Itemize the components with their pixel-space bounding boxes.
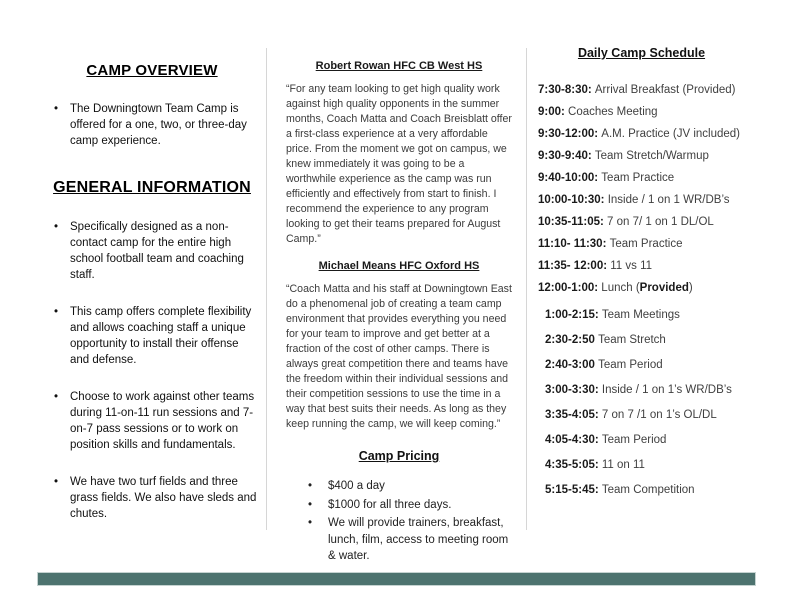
schedule-item [545,408,763,422]
schedule-desc: A.M. Practice (JV included) [601,128,740,140]
schedule-time: 9:30-12:00: [538,128,602,140]
general-info-bullet-item [46,304,258,368]
general-info-bullet-item [46,389,258,453]
schedule-time: 4:35-5:05: [545,459,602,471]
schedule-time: 9:40-10:00: [538,172,602,184]
schedule-afternoon-list [538,308,763,497]
schedule-morning-list [538,83,763,295]
schedule-time: 4:05-4:30: [545,434,602,446]
schedule-desc: Inside / 1 on 1 WR/DB’s [607,194,730,206]
bullet-icon: • [308,480,313,492]
general-info-bullet-text: Specifically designed as a non-contact camp for the entire high school football team and coaching staff. [70,221,244,281]
schedule-item [538,215,763,229]
pricing-bullet-text: $1000 for all three days. [328,498,452,511]
schedule-desc: 11 on 11 [601,459,645,471]
daily-schedule-heading: Daily Camp Schedule [577,46,706,60]
bullet-icon: • [54,476,59,488]
bullet-icon: • [54,391,59,403]
testimonial-2-quote: “Coach Matta and his staff at Downingtown East do a phenomenal job of creating a team camp environment that provides everything you need for your team to improve and get better at a fraction of the cost of other camps. There is always great competition there and teams have the freedom within their individual sessions and their competition sessions to use the time in a way that best suits their needs. As long as they keep running the camp, we will keep coming.” [286,283,512,430]
general-info-bullet-item [46,474,258,522]
schedule-item [538,193,763,207]
schedule-desc: Team Practice [609,238,683,250]
schedule-item [538,281,763,295]
schedule-item [538,259,763,273]
general-info-bullet-text: This camp offers complete flexibility and allows coaching staff a unique opportunity to install their offense and defense. [70,306,252,366]
schedule-time: 3:35-4:05: [545,409,602,421]
overview-intro-list [46,101,258,149]
pricing-bullet-item [308,478,512,495]
general-info-bullet-text: We have two turf fields and three grass fields. We also have sleds and chutes. [70,476,257,520]
schedule-time: 7:30-8:30: [538,84,595,96]
schedule-item [545,333,763,347]
pricing-bullet-text: $400 a day [328,480,385,492]
schedule-desc: Team Meetings [601,309,680,321]
bullet-icon: • [54,221,59,233]
schedule-item [545,358,763,372]
footer-accent-bar [37,572,756,586]
schedule-item [545,433,763,447]
schedule-item [538,171,763,185]
column-divider-left [266,48,267,530]
schedule-item [545,483,763,497]
camp-pricing-heading: Camp Pricing [358,449,440,463]
schedule-desc-bold: Provided [639,282,689,294]
bullet-icon: • [308,498,313,511]
bullet-icon: • [308,517,313,529]
schedule-desc: Arrival Breakfast (Provided) [594,84,736,96]
schedule-item [545,308,763,322]
schedule-desc: Team Practice [601,172,675,184]
schedule-desc: Lunch ( [601,282,640,294]
testimonial-1-quote: “For any team looking to get high quality work against high quality opponents in the summer months, Coach Matta and Coach Breisblatt offer a first-class experience at a very affordable price. From the moment we got on campus, we knew immediately it was going to be a worthwhile experience as the camp was run efficiently and effectively from start to finish. I recommend the experience to any program looking to get their teams prepared for August Camp.” [286,83,512,245]
overview-bullet-item [46,101,258,149]
schedule-item [545,458,763,472]
schedule-time: 9:30-9:40: [538,150,595,162]
schedule-time: 10:35-11:05: [538,216,608,228]
pricing-bullet-item [308,497,512,514]
schedule-item [538,83,763,97]
schedule-desc: 7 on 7/ 1 on 1 DL/OL [607,216,714,228]
schedule-time: 12:00-1:00: [538,282,602,294]
pricing-list [286,478,512,565]
schedule-item [538,127,763,141]
schedule-item [538,237,763,251]
general-info-list [46,219,258,522]
schedule-time: 10:00-10:30: [538,194,608,206]
schedule-desc: ) [688,282,693,294]
column-divider-right [526,48,527,530]
panel-schedule [529,0,767,508]
overview-bullet-text: The Downingtown Team Camp is offered for a one, two, or three-day camp experience. [70,103,247,147]
testimonial-1-heading: Robert Rowan HFC CB West HS [315,60,483,72]
schedule-desc: 7 on 7 /1 on 1’s OL/DL [601,409,717,421]
schedule-item [538,105,763,119]
schedule-time: 11:35- 12:00: [538,260,611,272]
schedule-desc: Inside / 1 on 1’s WR/DB’s [601,384,732,396]
schedule-time: 9:00: [538,106,569,118]
schedule-time: 11:10- 11:30: [538,238,610,250]
general-info-bullet-item [46,219,258,283]
schedule-desc: Team Period [598,359,663,371]
schedule-desc: Team Stretch [598,334,666,346]
schedule-item [545,383,763,397]
schedule-time: 2:30-2:50 [545,334,599,346]
schedule-desc: Team Stretch/Warmup [594,150,709,162]
schedule-item [538,149,763,163]
schedule-time: 5:15-5:45: [545,484,602,496]
bullet-icon: • [54,103,59,115]
schedule-time: 2:40-3:00 [545,359,599,371]
camp-overview-heading: CAMP OVERVIEW [86,62,218,79]
general-info-bullet-text: Choose to work against other teams during 11-on-11 run sessions and 7-on-7 pass sessions or to work on position skills and fundamentals. [70,391,255,451]
testimonial-2-heading: Michael Means HFC Oxford HS [318,260,480,272]
schedule-time: 1:00-2:15: [545,309,602,321]
panel-overview [46,0,258,543]
pricing-bullet-text: We will provide trainers, breakfast, lunch, film, access to meeting room & water. [328,517,509,562]
bullet-icon: • [54,306,59,318]
pricing-bullet-item [308,515,512,565]
schedule-desc: 11 vs 11 [610,260,653,272]
schedule-desc: Coaches Meeting [568,106,658,118]
schedule-desc: Team Period [601,434,667,446]
schedule-desc: Team Competition [601,484,695,496]
panel-testimonials [268,0,524,567]
general-information-heading: GENERAL INFORMATION [53,179,251,196]
schedule-time: 3:00-3:30: [545,384,602,396]
